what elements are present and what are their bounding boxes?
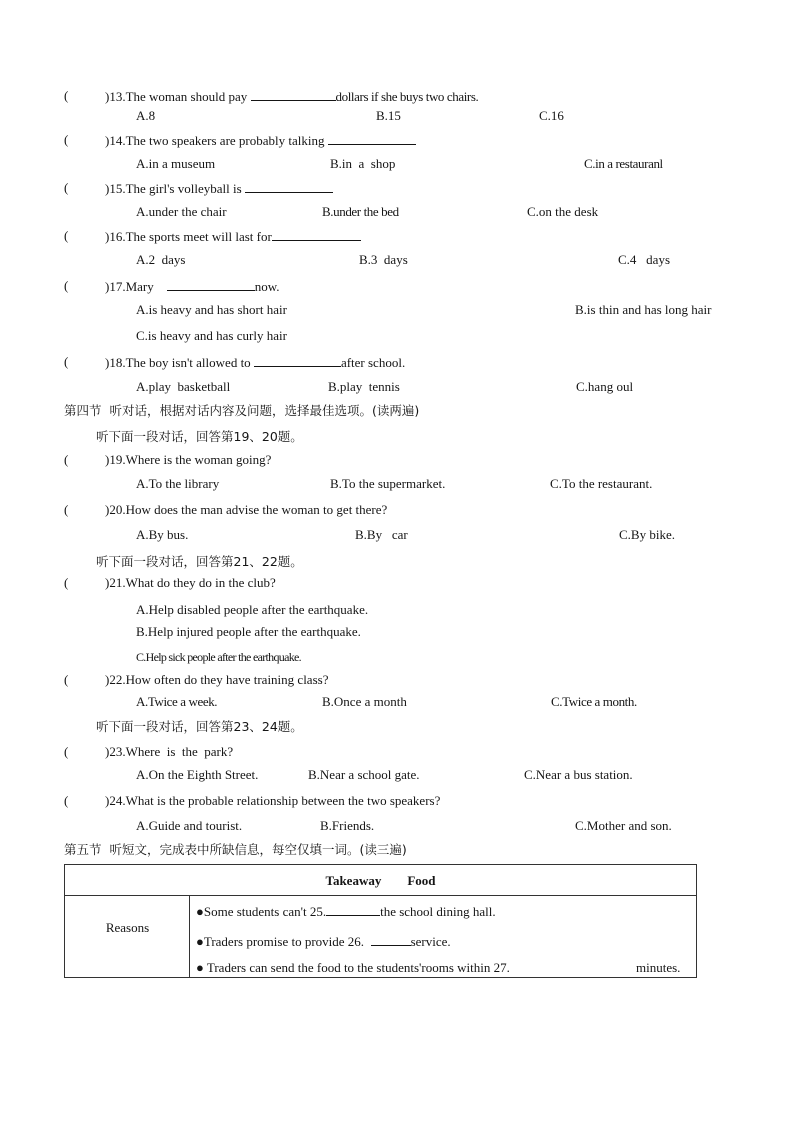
line-text-end: service. xyxy=(410,934,451,949)
option-a: A.On the Eighth Street. xyxy=(136,767,259,782)
table-row-label-cell xyxy=(65,896,190,977)
question-stem: )17.Mary xyxy=(105,279,167,294)
option-b: B.15 xyxy=(376,108,401,123)
option-c: C.To the restaurant. xyxy=(550,476,653,491)
line-text-end: the school dining hall. xyxy=(380,904,496,919)
question-stem-end: after school. xyxy=(340,355,406,370)
question-23: )23.Where is the park? xyxy=(105,744,234,759)
answer-paren: ( xyxy=(64,744,69,759)
question-stem-end: now. xyxy=(254,279,280,294)
answer-blank xyxy=(167,278,255,291)
answer-paren: ( xyxy=(64,354,69,369)
answer-paren: ( xyxy=(64,452,69,467)
option-b: B.in a shop xyxy=(330,156,396,171)
answer-blank xyxy=(254,354,341,367)
option-b: B.Help injured people after the earthquake. xyxy=(136,624,361,639)
option-c: C.Mother and son. xyxy=(575,818,672,833)
answer-paren: ( xyxy=(64,793,69,808)
line-text: ●Traders promise to provide 26. xyxy=(196,934,371,949)
answer-paren: ( xyxy=(64,278,69,293)
table-title: Takeaway Food xyxy=(65,865,696,896)
answer-paren: ( xyxy=(64,132,69,147)
option-a: A.in a museum xyxy=(136,156,216,171)
option-b: B.Once a month xyxy=(322,694,407,709)
option-a: A.To the library xyxy=(136,476,220,491)
section-heading: 第四节 听对话，根据对话内容及问题，选择最佳选项。(读两遍) xyxy=(64,403,420,418)
info-table xyxy=(64,864,697,978)
section-instruction: 听下面一段对话，回答第21、22题。 xyxy=(96,554,303,569)
option-b: B.Friends. xyxy=(320,818,375,833)
table-row-label: Reasons xyxy=(105,920,150,935)
option-a: A.2 days xyxy=(136,252,186,267)
question-21: )21.What do they do in the club? xyxy=(105,575,276,590)
answer-paren: ( xyxy=(64,180,69,195)
question-stem: )13.The woman should pay xyxy=(105,89,251,104)
section-heading: 第五节 听短文，完成表中所缺信息，每空仅填一词。(读三遍) xyxy=(64,842,407,857)
answer-blank xyxy=(371,933,411,946)
question-20: )20.How does the man advise the woman to get there? xyxy=(105,502,388,517)
option-c: C.By bike. xyxy=(619,527,675,542)
question-stem: )15.The girl's volleyball is xyxy=(105,181,245,196)
question-19: )19.Where is the woman going? xyxy=(105,452,272,467)
question-15 xyxy=(105,180,333,197)
question-16 xyxy=(105,228,361,245)
option-c: C.16 xyxy=(539,108,564,123)
answer-paren: ( xyxy=(64,228,69,243)
line-text: ●Some students can't 25. xyxy=(196,904,327,919)
option-b: B.3 days xyxy=(359,252,408,267)
option-b: B.play tennis xyxy=(328,379,400,394)
option-c: C.4 days xyxy=(618,252,670,267)
option-a: A.Twice a week. xyxy=(136,694,218,709)
answer-paren: ( xyxy=(64,575,69,590)
option-a: A.By bus. xyxy=(136,527,189,542)
option-c: C.is heavy and has curly hair xyxy=(136,328,287,343)
line-text-end: minutes. xyxy=(636,960,681,975)
option-a: A.Help disabled people after the earthquake. xyxy=(136,602,369,617)
option-b: B.Near a school gate. xyxy=(308,767,420,782)
table-line-27: ● Traders can send the food to the students'rooms within 27. xyxy=(196,960,510,975)
option-a: A.under the chair xyxy=(136,204,227,219)
answer-blank xyxy=(272,228,361,241)
option-a: A.is heavy and has short hair xyxy=(136,302,287,317)
option-c: C.Twice a month. xyxy=(551,694,637,709)
question-stem: )14.The two speakers are probably talking xyxy=(105,133,328,148)
answer-blank xyxy=(328,132,416,145)
table-line-25 xyxy=(196,903,496,920)
answer-paren: ( xyxy=(64,88,69,103)
question-13 xyxy=(105,88,478,105)
option-a: A.play basketball xyxy=(136,379,231,394)
option-c: C.hang oul xyxy=(576,379,634,394)
section-instruction: 听下面一段对话，回答第19、20题。 xyxy=(96,429,303,444)
option-c: C.Near a bus station. xyxy=(524,767,633,782)
question-stem-end: dollars if she buys two chairs. xyxy=(335,89,479,104)
answer-blank xyxy=(326,903,380,916)
option-c: C.in a restauranl xyxy=(584,156,663,171)
answer-paren: ( xyxy=(64,502,69,517)
question-18 xyxy=(105,354,405,371)
option-b: B.is thin and has long hair xyxy=(575,302,712,317)
table-content-cell xyxy=(190,896,696,977)
question-stem: )18.The boy isn't allowed to xyxy=(105,355,254,370)
question-17 xyxy=(105,278,280,295)
option-b: B.By car xyxy=(355,527,408,542)
option-a: A.8 xyxy=(136,108,156,123)
question-14 xyxy=(105,132,416,149)
table-line-26 xyxy=(196,933,451,950)
option-a: A.Guide and tourist. xyxy=(136,818,243,833)
section-instruction: 听下面一段对话，回答第23、24题。 xyxy=(96,719,303,734)
answer-blank xyxy=(251,88,336,101)
answer-blank xyxy=(245,180,333,193)
answer-paren: ( xyxy=(64,672,69,687)
question-24: )24.What is the probable relationship between the two speakers? xyxy=(105,793,441,808)
question-22: )22.How often do they have training class? xyxy=(105,672,329,687)
option-b: B.under the bed xyxy=(322,204,399,219)
question-stem: )16.The sports meet will last for xyxy=(105,229,272,244)
option-c: C.on the desk xyxy=(527,204,599,219)
option-c: C.Help sick people after the earthquake. xyxy=(136,650,301,664)
option-b: B.To the supermarket. xyxy=(330,476,446,491)
